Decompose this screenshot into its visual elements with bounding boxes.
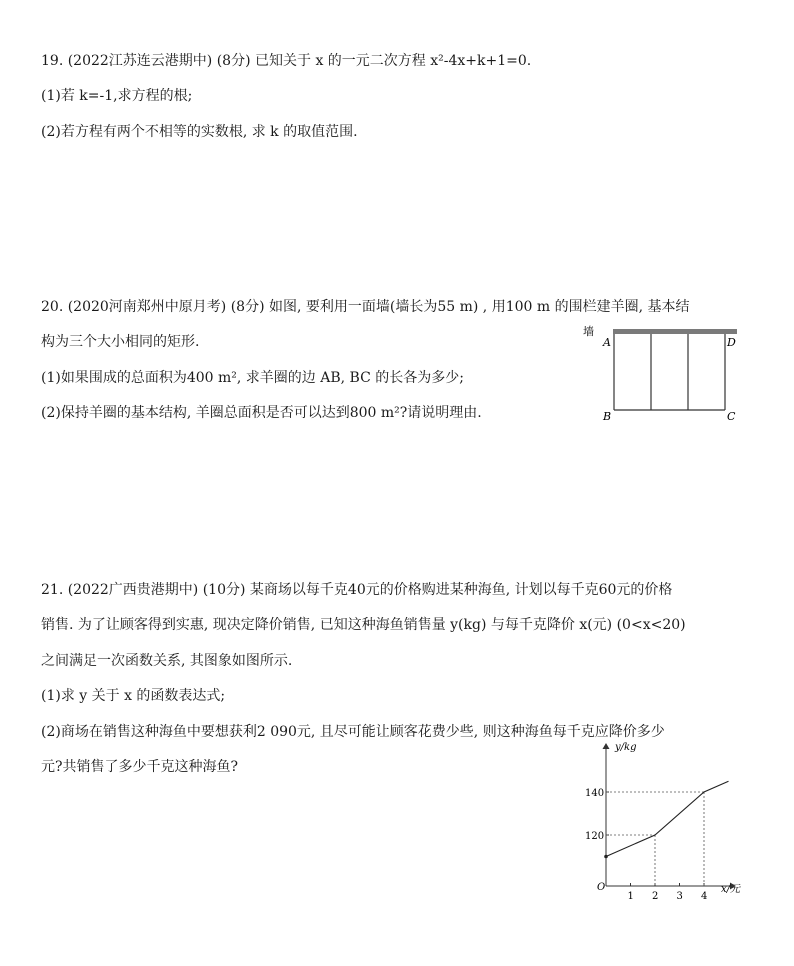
x-tick-label: 2 (652, 891, 659, 900)
q21-line1: 21. (2022广西贵港期中) (10分) 某商场以每千克40元的价格购进某种海鱼, 计划以每千克60元的价格 (41, 582, 673, 598)
q19-part2: (2)若方程有两个不相等的实数根, 求 k 的取值范围. (41, 124, 358, 140)
sales-line-chart (585, 738, 750, 900)
q19-stem: 19. (2022江苏连云港期中) (8分) 已知关于 x 的一元二次方程 x²-4x+k+1=0. (41, 53, 532, 69)
q19-part1: (1)若 k=-1,求方程的根; (41, 88, 193, 104)
q21-line2: 销售. 为了让顾客得到实惠, 现决定降价销售, 已知这种海鱼销售量 y(kg) 与每千克降价 x(元) (0<x<20) (41, 617, 686, 633)
x-tick-label: 1 (627, 891, 634, 900)
x-tick-label: 4 (701, 891, 708, 900)
point-d-label: D (727, 336, 736, 349)
q21-part2-line1: (2)商场在销售这种海鱼中要想获利2 090元, 且尽可能让顾客花费少些, 则这种海鱼每千克应降价多少 (41, 724, 665, 740)
wall-label: 墙 (583, 325, 594, 338)
origin-label: O (597, 882, 606, 893)
x-axis-label: x/元 (721, 884, 741, 895)
y-tick-label: 120 (585, 831, 605, 842)
sheep-pen-figure (578, 322, 743, 426)
y-tick-label: 140 (585, 788, 605, 799)
wall-bar (613, 329, 737, 334)
q21-part2-line2: 元?共销售了多少千克这种海鱼? (41, 759, 239, 775)
point-b-label: B (603, 410, 612, 423)
series-line (606, 781, 729, 856)
q21-part1: (1)求 y 关于 x 的函数表达式; (41, 688, 226, 704)
q20-stem-line1: 20. (2020河南郑州中原月考) (8分) 如图, 要利用一面墙(墙长为55 m) , 用100 m 的围栏建羊圈, 基本结 (41, 299, 690, 315)
x-tick-label: 3 (676, 891, 683, 900)
q20-part1: (1)如果围成的总面积为400 m², 求羊圈的边 AB, BC 的长各为多少; (41, 370, 464, 386)
series-start-point (604, 855, 608, 859)
q20-part2: (2)保持羊圈的基本结构, 羊圈总面积是否可以达到800 m²?请说明理由. (41, 405, 482, 421)
y-axis-label: y/kg (615, 742, 637, 753)
q21-line3: 之间满足一次函数关系, 其图象如图所示. (41, 653, 293, 669)
point-a-label: A (603, 336, 611, 349)
point-c-label: C (727, 410, 736, 423)
q20-stem-line2: 构为三个大小相同的矩形. (41, 334, 200, 350)
